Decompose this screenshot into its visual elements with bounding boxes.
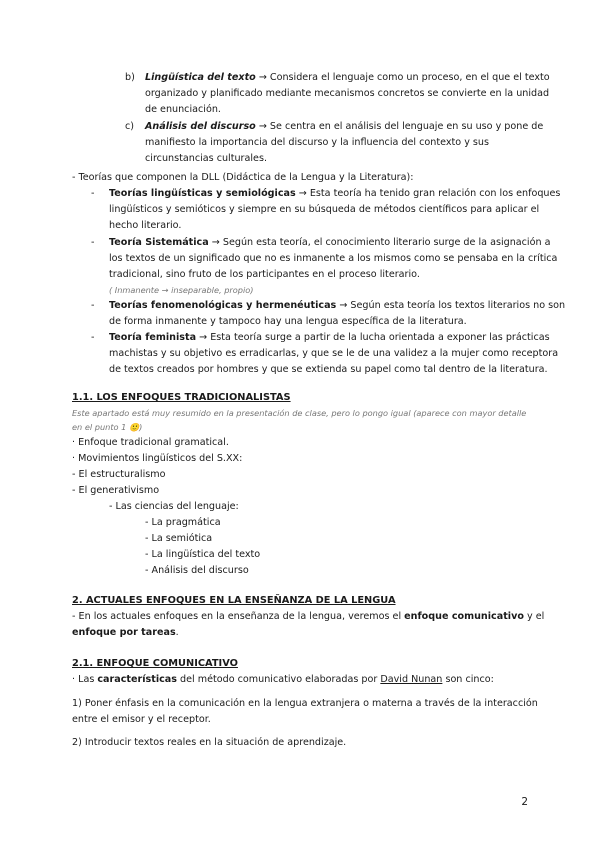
theory-3-marker: - [91, 300, 95, 311]
list-item-c-line-1: Análisis del discurso → Se centra en el análisis del lenguaje en su uso y pone de [145, 121, 544, 132]
theory-4-line-1: Teoría feminista → Esta teoría surge a partir de la lucha orientada a exponer las prácticas [109, 332, 550, 343]
theory-2-note: ( Inmanente → inseparable, propio) [109, 285, 254, 295]
point-1-line-2: entre el emisor y el receptor. [72, 714, 211, 725]
section-1-1-note-line-2: en el punto 1 🙂) [72, 422, 143, 432]
theory-3-line-1: Teorías fenomenológicas y hermenéuticas → Según esta teoría los textos literarios no son [109, 300, 566, 311]
section-2-1-intro: · Las características del método comunicativo elaboradas por David Nunan son cinco: [72, 674, 494, 685]
list-item: - El estructuralismo [72, 469, 166, 480]
sub-list-intro: - Las ciencias del lenguaje: [109, 501, 239, 512]
heading-2: 2. ACTUALES ENFOQUES EN LA ENSEÑANZA DE LA LENGUA [72, 595, 396, 606]
section-2-line-2: enfoque por tareas. [72, 627, 179, 638]
theory-4-line-3: de textos creados por hombres y que se extienda su papel como tal dentro de la literatura. [109, 364, 548, 375]
point-1-line-1: 1) Poner énfasis en la comunicación en la lengua extranjera o materna a través de la interacción [72, 698, 538, 709]
theory-2-line-3: tradicional, sino fruto de los participantes en el proceso literario. [109, 269, 420, 280]
theory-1-line-2: lingüísticos y semióticos y siempre en su búsqueda de métodos científicos para aplicar el [109, 204, 540, 215]
term-enfoque-comunicativo: enfoque comunicativo [404, 611, 524, 622]
term-teoria-sistematica: Teoría Sistemática [109, 237, 209, 248]
point-2: 2) Introducir textos reales en la situación de aprendizaje. [72, 737, 347, 748]
theory-4-line-2: machistas y su objetivo es erradicarlas, y que se le de una validez a la mujer como receptora [109, 348, 559, 359]
theory-1-line-1: Teorías lingüísticas y semiológicas → Esta teoría ha tenido gran relación con los enfoques [109, 188, 561, 199]
section-2-line-1: - En los actuales enfoques en la enseñanza de la lengua, veremos el enfoque comunicativo y el [72, 611, 545, 622]
term-caracteristicas: características [97, 674, 177, 685]
list-marker-b: b) [125, 72, 135, 83]
term-teoria-feminista: Teoría feminista [109, 332, 197, 343]
sub-list-item: - Análisis del discurso [145, 565, 249, 576]
theory-3-line-2: de forma inmanente y tampoco hay una lengua específica de la literatura. [109, 316, 467, 327]
sub-list-item: - La semiótica [145, 533, 213, 544]
list-item-b-line-3: de enunciación. [145, 104, 221, 115]
theories-intro: - Teorías que componen la DLL (Didáctica de la Lengua y la Literatura): [72, 172, 414, 183]
theory-1-line-3: hecho literario. [109, 220, 182, 231]
list-marker-c: c) [125, 121, 135, 132]
list-item-c-line-2: manifiesto la importancia del discurso y la influencia del contexto y sus [145, 137, 490, 148]
theory-4-marker: - [91, 332, 95, 343]
list-item-b-line-1: Lingüística del texto → Considera el lenguaje como un proceso, en el que el texto [145, 72, 550, 83]
term-teorias-linguisticas: Teorías lingüísticas y semiológicas [109, 188, 296, 199]
section-1-1-note-line-1: Este apartado está muy resumido en la presentación de clase, pero lo pongo igual (aparece con mayor detalle [72, 408, 527, 418]
list-item: · Movimientos lingüísticos del S.XX: [72, 453, 243, 464]
term-linguistica-texto: Lingüística del texto [145, 72, 256, 83]
sub-list-item: - La lingüística del texto [145, 549, 261, 560]
heading-1-1: 1.1. LOS ENFOQUES TRADICIONALISTAS [72, 392, 291, 403]
david-nunan-link[interactable]: David Nunan [380, 674, 443, 685]
list-item-b-line-2: organizado y planificado mediante mecanismos concretos se convierte en la unidad [145, 88, 550, 99]
heading-2-1: 2.1. ENFOQUE COMUNICATIVO [72, 658, 238, 669]
term-analisis-discurso: Análisis del discurso [145, 121, 256, 132]
theory-2-marker: - [91, 237, 95, 248]
list-item-c-line-3: circunstancias culturales. [145, 153, 267, 164]
theory-2-line-2: los textos de un significado que no es inmanente a los mismos como se pensaba en la crítica [109, 253, 558, 264]
sub-list-item: - La pragmática [145, 517, 221, 528]
page-number: 2 [521, 796, 528, 808]
list-item: · Enfoque tradicional gramatical. [72, 437, 229, 448]
term-teorias-fenomenologicas: Teorías fenomenológicas y hermenéuticas [109, 300, 337, 311]
theory-2-line-1: Teoría Sistemática → Según esta teoría, el conocimiento literario surge de la asignación a [109, 237, 551, 248]
list-item: - El generativismo [72, 485, 160, 496]
term-enfoque-tareas: enfoque por tareas [72, 627, 176, 638]
theory-1-marker: - [91, 188, 95, 199]
